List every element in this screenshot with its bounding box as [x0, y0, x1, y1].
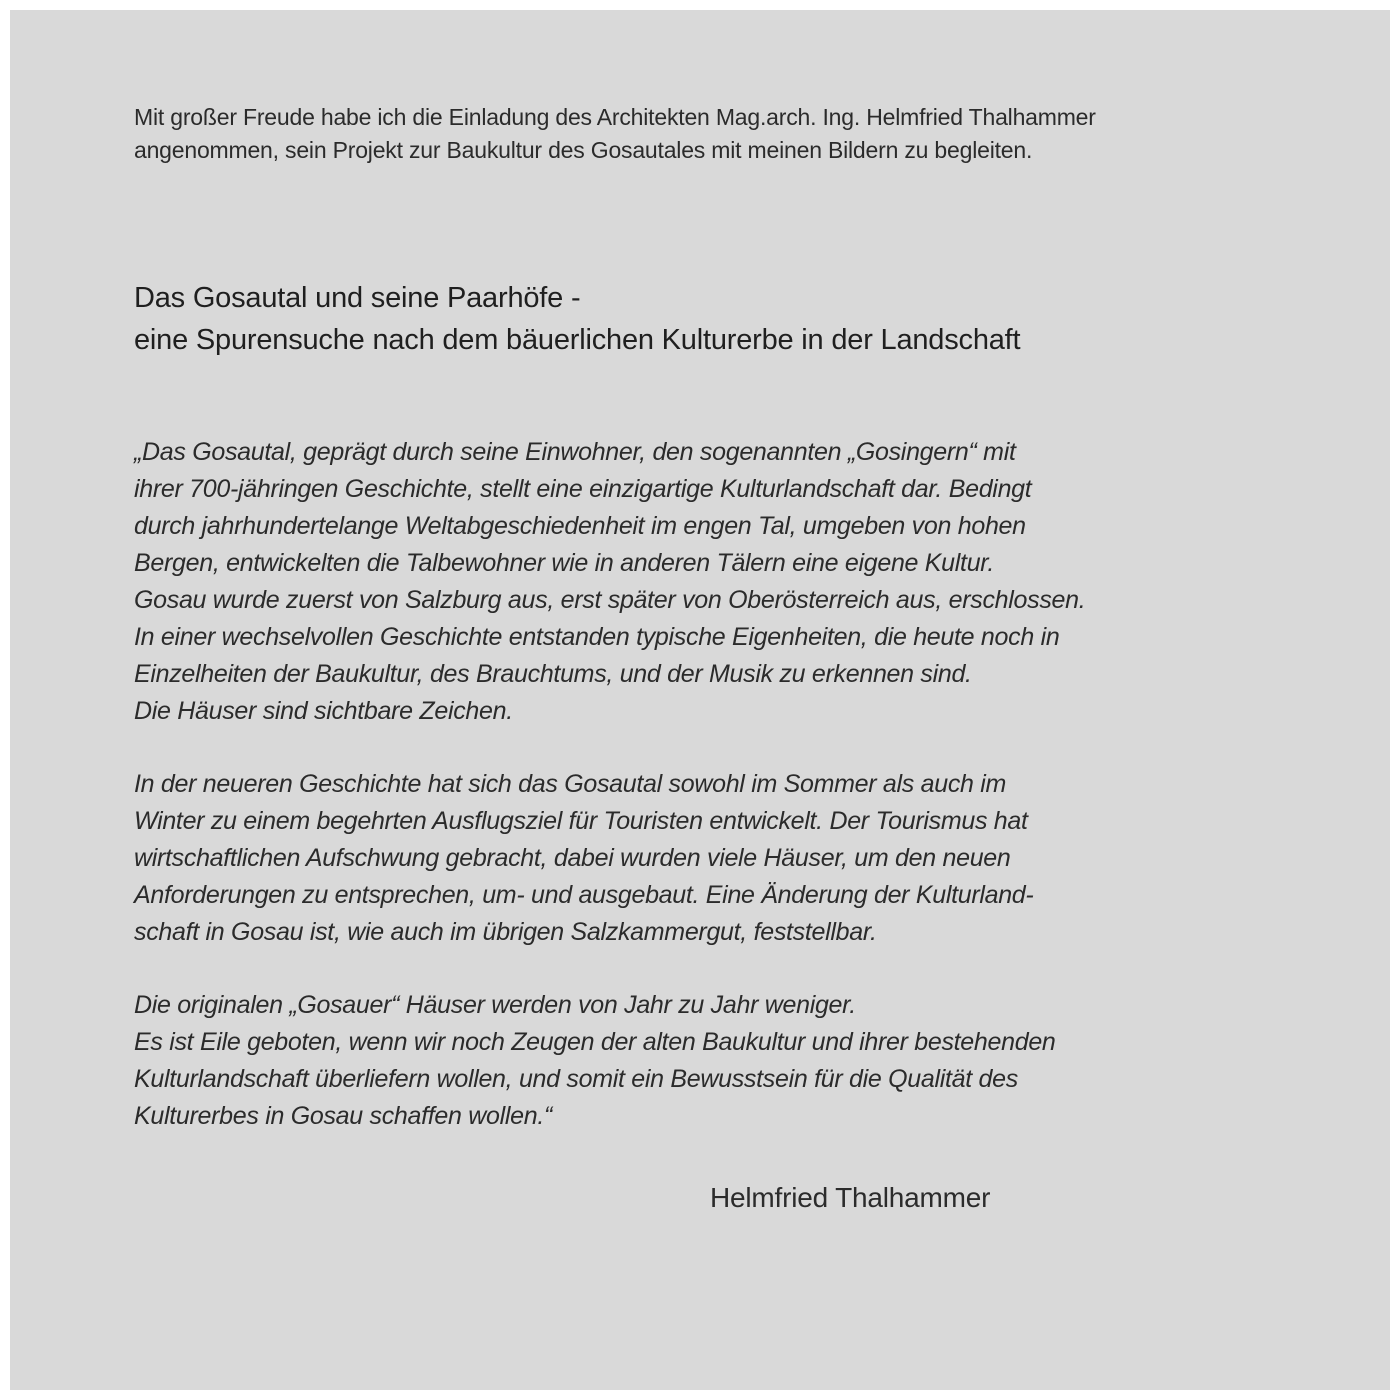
quote-block	[134, 434, 1085, 1135]
intro-line: Mit großer Freude habe ich die Einladung des Architekten Mag.arch. Ing. Helmfried Thalhammer	[134, 104, 1096, 130]
quote-paragraph	[134, 766, 1085, 951]
quote-line: „Das Gosautal, geprägt durch seine Einwohner, den sogenannten „Gosingern“ mit	[134, 438, 1016, 466]
document-page	[10, 10, 1390, 1390]
quote-line: Die originalen „Gosauer“ Häuser werden von Jahr zu Jahr weniger.	[134, 991, 856, 1019]
intro-text	[134, 101, 1096, 167]
paragraph-gap	[134, 951, 1085, 987]
quote-line: ihrer 700-jähringen Geschichte, stellt eine einzigartige Kulturlandschaft dar. Bedingt	[134, 475, 1032, 503]
quote-paragraph	[134, 987, 1085, 1135]
quote-line: In einer wechselvollen Geschichte entstanden typische Eigenheiten, die heute noch in	[134, 623, 1060, 651]
heading-line: eine Spurensuche nach dem bäuerlichen Kulturerbe in der Landschaft	[134, 324, 1021, 356]
quote-line: Kulturlandschaft überliefern wollen, und somit ein Bewusstsein für die Qualität des	[134, 1065, 1018, 1093]
quote-line: Es ist Eile geboten, wenn wir noch Zeugen der alten Baukultur und ihrer bestehenden	[134, 1028, 1056, 1056]
quote-line: Anforderungen zu entsprechen, um- und ausgebaut. Eine Änderung der Kulturland-	[134, 881, 1034, 909]
quote-line: Die Häuser sind sichtbare Zeichen.	[134, 697, 513, 725]
signature: Helmfried Thalhammer	[710, 1182, 991, 1213]
quote-line: schaft in Gosau ist, wie auch im übrigen Salzkammergut, feststellbar.	[134, 918, 877, 946]
heading-line: Das Gosautal und seine Paarhöfe -	[134, 282, 581, 314]
intro-line: angenommen, sein Projekt zur Baukultur des Gosautales mit meinen Bildern zu begleiten.	[134, 137, 1033, 163]
paragraph-gap	[134, 730, 1085, 766]
heading	[134, 277, 1020, 361]
quote-paragraph	[134, 434, 1085, 730]
quote-line: In der neueren Geschichte hat sich das Gosautal sowohl im Sommer als auch im	[134, 770, 1007, 798]
quote-line: Winter zu einem begehrten Ausflugsziel für Touristen entwickelt. Der Tourismus hat	[134, 807, 1028, 835]
quote-line: Einzelheiten der Baukultur, des Brauchtums, und der Musik zu erkennen sind.	[134, 660, 972, 688]
quote-line: Gosau wurde zuerst von Salzburg aus, erst später von Oberösterreich aus, erschlossen.	[134, 586, 1086, 614]
quote-line: durch jahrhundertelange Weltabgeschiedenheit im engen Tal, umgeben von hohen	[134, 512, 1026, 540]
quote-line: Bergen, entwickelten die Talbewohner wie in anderen Tälern eine eigene Kultur.	[134, 549, 995, 577]
quote-line: wirtschaftlichen Aufschwung gebracht, dabei wurden viele Häuser, um den neuen	[134, 844, 1011, 872]
quote-line: Kulturerbes in Gosau schaffen wollen.“	[134, 1102, 552, 1130]
